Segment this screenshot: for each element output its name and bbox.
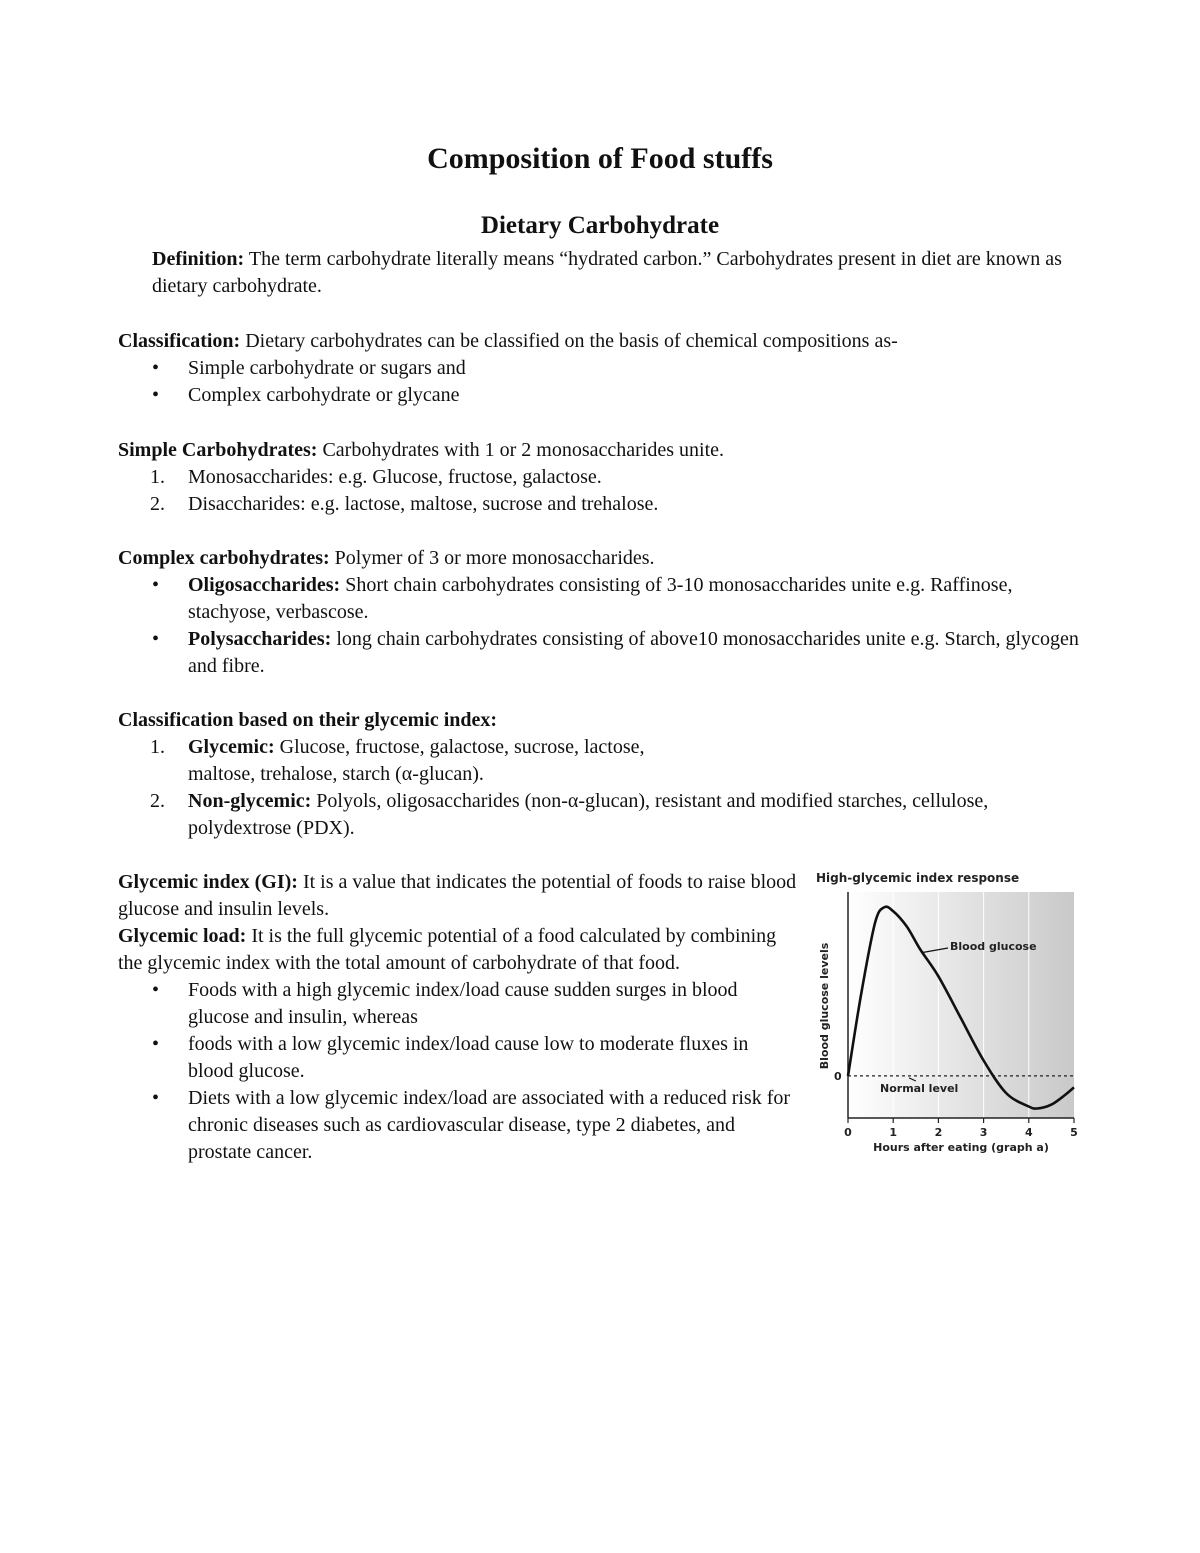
list-number: 1. bbox=[150, 466, 165, 488]
list-item-text: Complex carbohydrate or glycane bbox=[188, 384, 460, 406]
list-item-text: Monosaccharides: e.g. Glucose, fructose, galactose. bbox=[188, 466, 602, 488]
bullet-icon: • bbox=[152, 1033, 160, 1055]
list-item-text: Foods with a high glycemic index/load cause sudden surges in blood glucose and insulin, whereas bbox=[188, 979, 738, 1028]
list-item bbox=[118, 734, 1088, 788]
bullet-icon: • bbox=[152, 357, 160, 379]
list-item-text: maltose, trehalose, starch (α-glucan). bbox=[188, 763, 484, 785]
list-item bbox=[118, 355, 1088, 382]
list-item bbox=[118, 1085, 798, 1166]
list-item bbox=[118, 382, 1088, 409]
list-item bbox=[118, 572, 1088, 626]
list-item-text: Glucose, fructose, galactose, sucrose, lactose, bbox=[274, 736, 645, 758]
list-item-text: long chain carbohydrates consisting of above10 monosaccharides unite e.g. Starch, glycogen and fibre. bbox=[188, 628, 1079, 677]
x-tick-label: 0 bbox=[844, 1126, 852, 1139]
list-item-text: Disaccharides: e.g. lactose, maltose, sucrose and trehalose. bbox=[188, 493, 659, 515]
list-item bbox=[118, 977, 798, 1031]
glycemic-response-chart bbox=[810, 866, 1090, 1166]
list-number: 2. bbox=[150, 493, 165, 515]
list-number: 2. bbox=[150, 790, 165, 812]
x-tick-label: 5 bbox=[1070, 1126, 1078, 1139]
x-axis-label: Hours after eating (graph a) bbox=[873, 1141, 1049, 1154]
chart-title: High-glycemic index response bbox=[816, 871, 1020, 885]
simple-carbohydrates-section bbox=[118, 437, 1088, 518]
list-item-text: Simple carbohydrate or sugars and bbox=[188, 357, 466, 379]
list-item-label: Glycemic: bbox=[188, 736, 275, 758]
list-item-text: foods with a low glycemic index/load cause low to moderate fluxes in blood glucose. bbox=[188, 1033, 749, 1082]
complex-carbohydrates-section bbox=[118, 545, 1088, 680]
bullet-icon: • bbox=[152, 1087, 160, 1109]
bullet-icon: • bbox=[152, 628, 160, 650]
bullet-icon: • bbox=[152, 574, 160, 596]
complex-list bbox=[118, 572, 1088, 680]
simple-list bbox=[118, 464, 1088, 518]
x-tick-label: 4 bbox=[1024, 1126, 1033, 1139]
list-item-text: Diets with a low glycemic index/load are associated with a reduced risk for chronic diseases such as cardiovascular disease, type 2 diabetes, and prostate cancer. bbox=[188, 1087, 791, 1163]
list-item bbox=[118, 1031, 798, 1085]
list-number: 1. bbox=[150, 736, 165, 758]
x-ticks bbox=[844, 1118, 1078, 1139]
list-item bbox=[118, 788, 1088, 842]
bullet-icon: • bbox=[152, 979, 160, 1001]
classification-text: Dietary carbohydrates can be classified on the basis of chemical compositions as- bbox=[240, 330, 898, 352]
definition-text: The term carbohydrate literally means “hydrated carbon.” Carbohydrates present in diet are known as dietary carbohydrate. bbox=[152, 248, 1062, 297]
blood-glucose-label: Blood glucose bbox=[950, 940, 1037, 953]
gl-text: It is the full glycemic potential of a food calculated by combining the glycemic index with the total amount of carbohydrate of that food. bbox=[118, 925, 777, 974]
definition-paragraph bbox=[152, 246, 1092, 300]
y-tick-label: 0 bbox=[834, 1069, 842, 1083]
list-item bbox=[118, 491, 1088, 518]
complex-text: Polymer of 3 or more monosaccharides. bbox=[329, 547, 655, 569]
glycemic-list bbox=[118, 734, 1088, 842]
list-item-label: Polysaccharides: bbox=[188, 628, 332, 650]
bullet-icon: • bbox=[152, 384, 160, 406]
classification-section bbox=[118, 328, 1088, 409]
normal-level-label: Normal level bbox=[880, 1082, 959, 1095]
definition-label: Definition: bbox=[152, 248, 245, 270]
gi-list bbox=[118, 977, 798, 1166]
list-item-text: Short chain carbohydrates consisting of 3-10 monosaccharides unite e.g. Raffinose, stachyose, verbascose. bbox=[188, 574, 1013, 623]
gi-label: Glycemic index (GI): bbox=[118, 871, 298, 893]
gl-label: Glycemic load: bbox=[118, 925, 247, 947]
list-item-label: Non-glycemic: bbox=[188, 790, 312, 812]
simple-label: Simple Carbohydrates: bbox=[118, 439, 318, 461]
list-item bbox=[118, 464, 1088, 491]
chart-svg bbox=[810, 866, 1090, 1166]
glycemic-index-section bbox=[118, 869, 798, 1166]
complex-label: Complex carbohydrates: bbox=[118, 547, 330, 569]
list-item-text: Polyols, oligosaccharides (non-α-glucan), resistant and modified starches, cellulose, polydextrose (PDX). bbox=[188, 790, 989, 839]
glycemic-class-label: Classification based on their glycemic index: bbox=[118, 709, 498, 731]
page-title: Composition of Food stuffs bbox=[427, 142, 773, 175]
y-axis-label: Blood glucose levels bbox=[818, 942, 831, 1070]
section-title: Dietary Carbohydrate bbox=[480, 212, 720, 239]
glycemic-classification-section bbox=[118, 707, 1088, 842]
list-item bbox=[118, 626, 1088, 680]
classification-label: Classification: bbox=[118, 330, 241, 352]
list-item-label: Oligosaccharides: bbox=[188, 574, 341, 596]
x-tick-label: 1 bbox=[889, 1126, 898, 1139]
classification-list bbox=[118, 355, 1088, 409]
x-tick-label: 2 bbox=[934, 1126, 943, 1139]
simple-text: Carbohydrates with 1 or 2 monosaccharides unite. bbox=[317, 439, 725, 461]
x-tick-label: 3 bbox=[979, 1126, 988, 1139]
gi-text: It is a value that indicates the potential of foods to raise blood glucose and insulin levels. bbox=[118, 871, 797, 920]
